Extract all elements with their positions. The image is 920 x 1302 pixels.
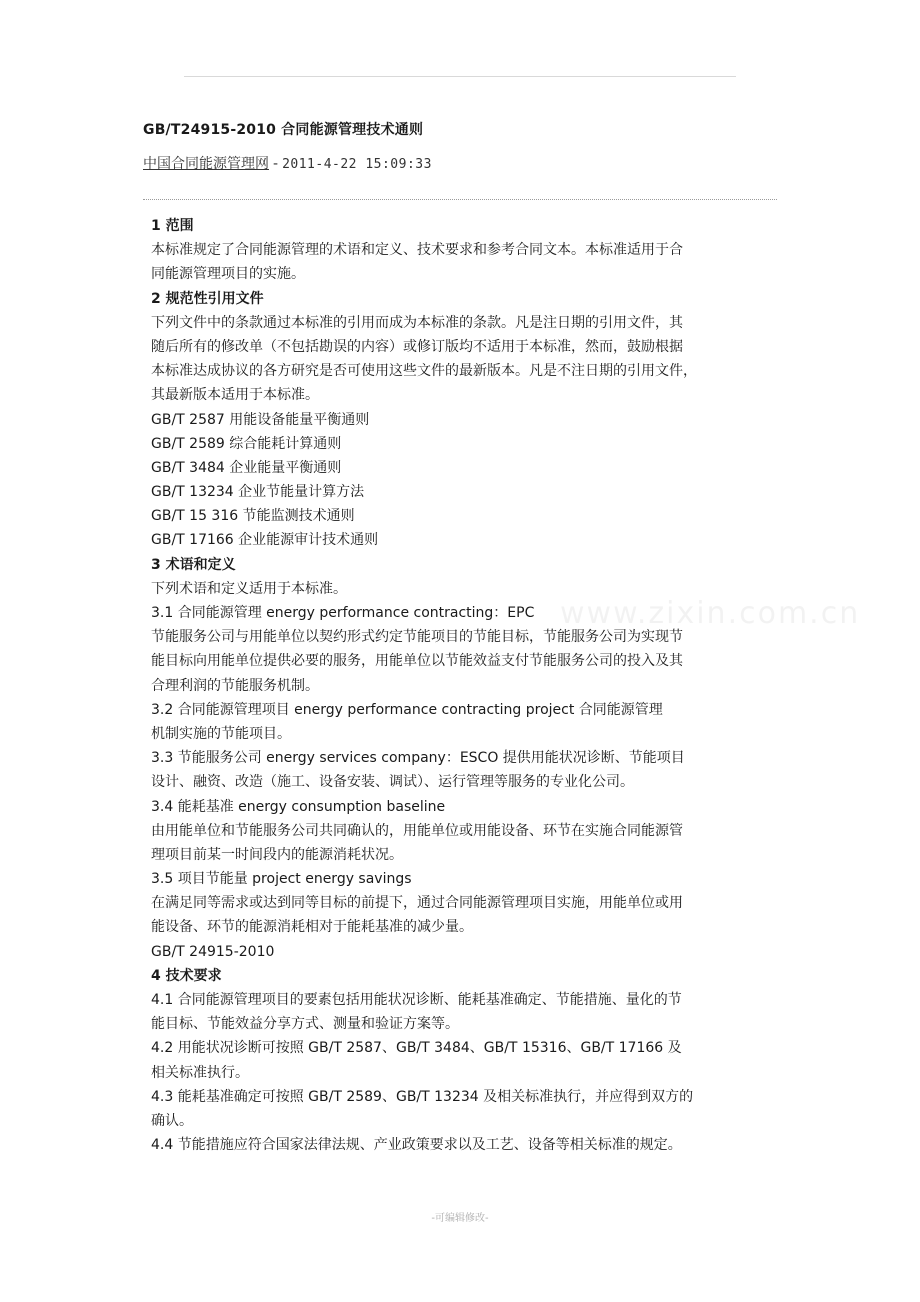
body-line: 本标准规定了合同能源管理的术语和定义、技术要求和参考合同文本。本标准适用于合 (151, 242, 683, 259)
body-line: 4.3 能耗基准确定可按照 GB/T 2589、GB/T 13234 及相关标准执行，并应得到双方的 (151, 1088, 694, 1105)
watermark: www.zixin.com.cn (560, 596, 861, 631)
top-rule (184, 76, 736, 77)
meta-line (143, 153, 432, 173)
body-line: 4.4 节能措施应符合国家法律法规、产业政策要求以及工艺、设备等相关标准的规定。 (151, 1137, 682, 1154)
body-line: GB/T 2587 用能设备能量平衡通则 (151, 411, 370, 428)
section-heading: 4 技术要求 (151, 967, 222, 984)
body-line: 能目标、节能效益分享方式、测量和验证方案等。 (151, 1016, 459, 1033)
body-line: 其最新版本适用于本标准。 (151, 387, 319, 404)
article-body (151, 214, 775, 1157)
body-line: 确认。 (151, 1112, 193, 1129)
body-line: 3.4 能耗基准 energy consumption baseline (151, 798, 446, 815)
body-line: 3.3 节能服务公司 energy services company：ESCO 提供用能状况诊断、节能项目 (151, 750, 685, 767)
section-heading: 1 范围 (151, 218, 194, 234)
body-line: 本标准达成协议的各方研究是否可使用这些文件的最新版本。凡是不注日期的引用文件， (151, 363, 697, 380)
body-line: GB/T 17166 企业能源审计技术通则 (151, 532, 379, 549)
body-line: 能设备、环节的能源消耗相对于能耗基准的减少量。 (151, 919, 473, 936)
body-line: 下列文件中的条款通过本标准的引用而成为本标准的条款。凡是注日期的引用文件，其 (151, 314, 683, 331)
body-line: 机制实施的节能项目。 (151, 725, 291, 742)
body-line: GB/T 15 316 节能监测技术通则 (151, 508, 355, 525)
body-line: 下列术语和定义适用于本标准。 (151, 580, 347, 597)
dotted-divider (143, 199, 777, 200)
meta-separator: - (273, 156, 279, 172)
body-line: 4.1 合同能源管理项目的要素包括用能状况诊断、能耗基准确定、节能措施、量化的节 (151, 992, 682, 1008)
body-line: 合理利润的节能服务机制。 (151, 677, 319, 694)
body-line: 能目标向用能单位提供必要的服务，用能单位以节能效益支付节能服务公司的投入及其 (151, 653, 683, 670)
body-line: 同能源管理项目的实施。 (151, 266, 305, 283)
body-line: 在满足同等需求或达到同等目标的前提下，通过合同能源管理项目实施，用能单位或用 (151, 895, 683, 912)
body-line: 由用能单位和节能服务公司共同确认的，用能单位或用能设备、环节在实施合同能源管 (151, 822, 683, 839)
body-line: 设计、融资、改造（施工、设备安装、调试）、运行管理等服务的专业化公司。 (151, 774, 634, 791)
body-line: 3.1 合同能源管理 energy performance contracting：EPC (151, 605, 535, 621)
body-line: 4.2 用能状况诊断可按照 GB/T 2587、GB/T 3484、GB/T 15316、GB/T 17166 及 (151, 1040, 682, 1057)
body-line: GB/T 13234 企业节能量计算方法 (151, 484, 365, 501)
body-line: GB/T 3484 企业能量平衡通则 (151, 459, 342, 476)
source-link[interactable]: 中国合同能源管理网 (143, 156, 269, 172)
body-line: 3.5 项目节能量 project energy savings (151, 871, 412, 888)
body-line: 节能服务公司与用能单位以契约形式约定节能项目的节能目标，节能服务公司为实现节 (151, 629, 683, 646)
body-line: 随后所有的修改单（不包括勘误的内容）或修订版均不适用于本标准，然而，鼓励根据 (151, 338, 683, 355)
body-line: 理项目前某一时间段内的能源消耗状况。 (151, 846, 403, 863)
body-line: GB/T 24915-2010 (151, 943, 275, 960)
footer-note: -可编辑修改- (431, 1213, 489, 1224)
document-title: GB/T24915-2010 合同能源管理技术通则 (143, 122, 424, 138)
body-line: 3.2 合同能源管理项目 energy performance contracting project 合同能源管理 (151, 701, 663, 718)
publish-date: 2011-4-22 15:09:33 (282, 157, 432, 172)
body-line: 相关标准执行。 (151, 1064, 249, 1081)
body-line: GB/T 2589 综合能耗计算通则 (151, 435, 342, 452)
section-heading: 3 术语和定义 (151, 556, 236, 573)
section-heading: 2 规范性引用文件 (151, 290, 264, 307)
